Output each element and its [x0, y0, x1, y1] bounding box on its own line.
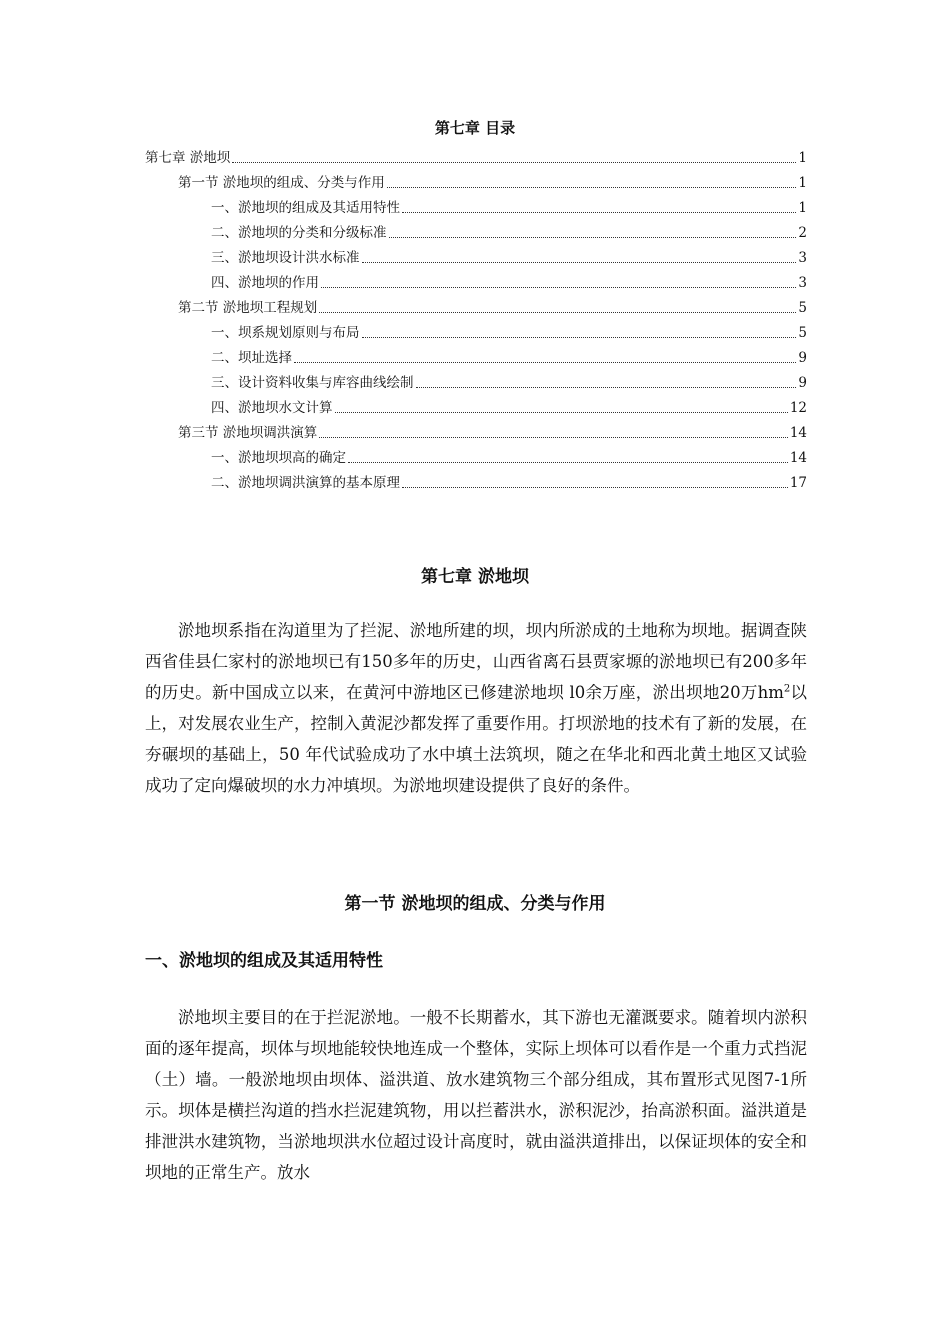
toc-leader-dots [232, 162, 796, 163]
toc-entry[interactable] [145, 143, 807, 168]
toc-entry-label: 一、淤地坝的组成及其适用特性 [211, 200, 400, 216]
superscript-exponent: 2 [783, 683, 791, 695]
toc-entry-label: 第一节 淤地坝的组成、分类与作用 [178, 175, 385, 191]
toc-entry-label: 二、坝址选择 [211, 350, 292, 366]
toc-entry-page: 14 [789, 450, 807, 466]
toc-entry-label: 第七章 淤地坝 [145, 150, 231, 166]
toc-leader-dots [402, 212, 796, 213]
toc-leader-dots [362, 337, 797, 338]
toc-entry[interactable] [145, 468, 807, 493]
toc-leader-dots [389, 237, 797, 238]
toc-leader-dots [416, 387, 797, 388]
toc-leader-dots [335, 412, 788, 413]
toc-entry[interactable] [145, 318, 807, 343]
toc-leader-dots [402, 487, 788, 488]
toc-entry-page: 5 [798, 300, 807, 316]
chapter-intro-paragraph [145, 615, 807, 801]
intro-text-part-1: 淤地坝系指在沟道里为了拦泥、淤地所建的坝，坝内所淤成的土地称为坝地。据调查陕西省佳县仁家村的淤地坝已有150多年的历史，山西省离石县贾家塬的淤地坝已有200多年的历史。新中国成立以来，在黄河中游地区已修建淤地坝 l0余万座，淤出坝地20万hm [145, 621, 807, 702]
toc-entry-page: 1 [798, 200, 807, 216]
toc-entry-label: 二、淤地坝调洪演算的基本原理 [211, 475, 400, 491]
toc-leader-dots [319, 312, 796, 313]
subsection-title: 一、淤地坝的组成及其适用特性 [145, 951, 383, 971]
toc-entry[interactable] [145, 193, 807, 218]
toc-entry-page: 3 [798, 250, 807, 266]
toc-title: 第七章 目录 [434, 119, 516, 137]
chapter-title: 第七章 淤地坝 [421, 567, 529, 587]
toc-entry-label: 第二节 淤地坝工程规划 [178, 300, 318, 316]
toc-entry-label: 一、淤地坝坝高的确定 [211, 450, 346, 466]
toc-leader-dots [387, 187, 797, 188]
toc-entry[interactable] [145, 368, 807, 393]
toc-entry-page: 9 [798, 375, 807, 391]
toc-entry-label: 四、淤地坝的作用 [211, 275, 319, 291]
toc-entry-page: 5 [798, 325, 807, 341]
toc-entry[interactable] [145, 418, 807, 443]
toc-entry[interactable] [145, 293, 807, 318]
toc-entry[interactable] [145, 443, 807, 468]
toc-entry-label: 四、淤地坝水文计算 [211, 400, 333, 416]
toc-entry-page: 14 [789, 425, 807, 441]
section-title: 第一节 淤地坝的组成、分类与作用 [344, 894, 606, 914]
toc-entry-label: 一、坝系规划原则与布局 [211, 325, 360, 341]
toc-entry[interactable] [145, 243, 807, 268]
toc-entry-page: 2 [798, 225, 807, 241]
toc-entry-label: 三、设计资料收集与库容曲线绘制 [211, 375, 414, 391]
toc-entry-page: 12 [789, 400, 807, 416]
toc-leader-dots [294, 362, 796, 363]
toc-entry-page: 17 [789, 475, 807, 491]
toc-entry-label: 二、淤地坝的分类和分级标准 [211, 225, 387, 241]
toc-entry-page: 9 [798, 350, 807, 366]
toc-entry[interactable] [145, 168, 807, 193]
toc-entry-page: 1 [798, 150, 807, 166]
toc-entry[interactable] [145, 218, 807, 243]
toc-leader-dots [348, 462, 788, 463]
toc-leader-dots [362, 262, 797, 263]
intro-text-part-2: 以上，对发展农业生产，控制入黄泥沙都发挥了重要作用。打坝淤地的技术有了新的发展，在夯碾坝的基础上，50 年代试验成功了水中填土法筑坝，随之在华北和西北黄土地区又试验成功了定向爆破坝的水力冲填坝。为淤地坝建设提供了良好的条件。 [145, 683, 807, 795]
toc-leader-dots [321, 287, 796, 288]
toc-leader-dots [319, 437, 788, 438]
toc-entry-page: 1 [798, 175, 807, 191]
toc-entry-label: 第三节 淤地坝调洪演算 [178, 425, 318, 441]
toc-entry[interactable] [145, 393, 807, 418]
table-of-contents [145, 143, 807, 493]
toc-entry[interactable] [145, 343, 807, 368]
toc-entry-page: 3 [798, 275, 807, 291]
section-body-paragraph: 淤地坝主要目的在于拦泥淤地。一般不长期蓄水，其下游也无灌溉要求。随着坝内淤积面的逐年提高，坝体与坝地能较快地连成一个整体，实际上坝体可以看作是一个重力式挡泥（土）墙。一般淤地坝由坝体、溢洪道、放水建筑物三个部分组成，其布置形式见图7-1所示。坝体是横拦沟道的挡水拦泥建筑物，用以拦蓄洪水，淤积泥沙，抬高淤积面。溢洪道是排泄洪水建筑物，当淤地坝洪水位超过设计高度时，就由溢洪道排出，以保证坝体的安全和坝地的正常生产。放水 [145, 1008, 807, 1182]
toc-entry-label: 三、淤地坝设计洪水标准 [211, 250, 360, 266]
toc-entry[interactable] [145, 268, 807, 293]
